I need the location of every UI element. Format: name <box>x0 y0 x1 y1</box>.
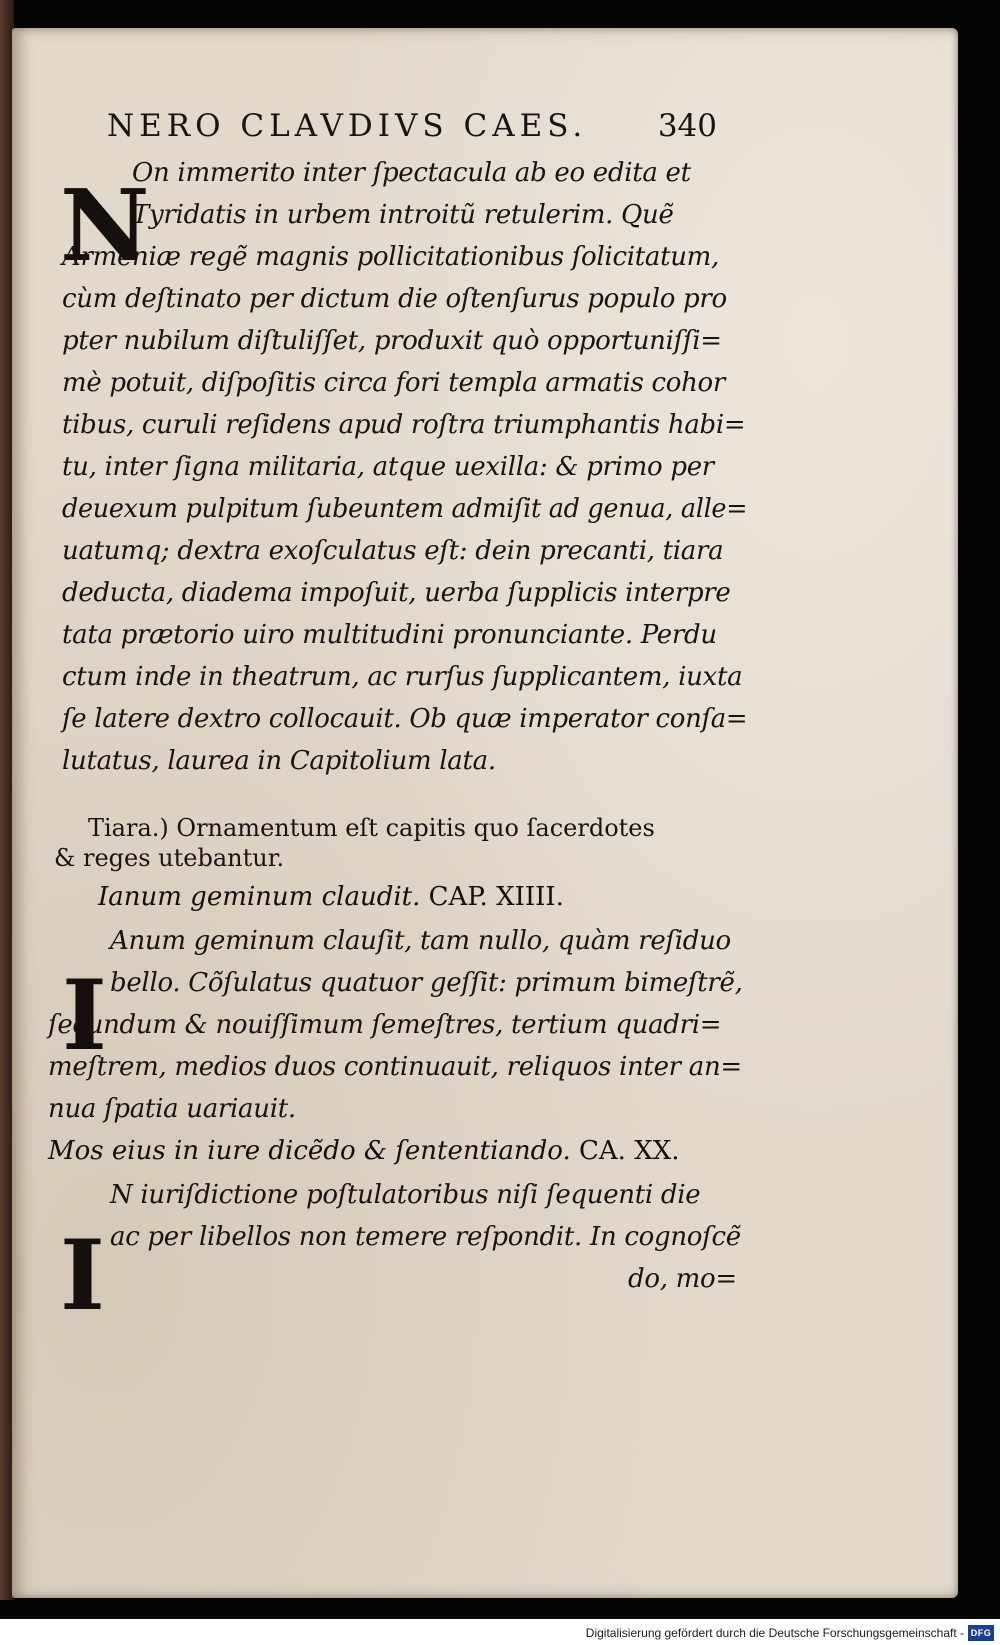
chapter-heading-text: Mos eius in iure dicẽdo & ſententiando. <box>48 1136 571 1166</box>
catchword-line: do, mo= <box>628 1264 737 1294</box>
page-number: 340 <box>657 108 717 144</box>
text-line: deducta, diadema impoſuit, uerba ſupplicis interpre <box>62 578 731 608</box>
gloss-note-line: & reges utebantur. <box>54 844 285 872</box>
text-line: On immerito inter ſpectacula ab eo edita et <box>132 158 691 188</box>
show-through-bleed <box>768 218 898 338</box>
digitization-footer <box>0 1619 1000 1645</box>
text-line: ctum inde in theatrum, ac rurſus ſupplicantem, iuxta <box>62 662 743 692</box>
running-title: NERO CLAVDIVS CAES. <box>107 108 588 144</box>
text-line: cùm deſtinato per dictum die oſtenſurus populo pro <box>62 284 727 314</box>
text-line: ſe latere dextro collocauit. Ob quæ imperator conſa= <box>62 704 748 734</box>
text-line: deuexum pulpitum ſubeuntem admiſit ad genua, alle= <box>62 494 748 524</box>
drop-capital-n: N <box>60 169 150 284</box>
chapter-heading-number: CAP. XIIII. <box>428 882 564 912</box>
text-line: ac per libellos non temere reſpondit. In cognoſcẽ <box>110 1222 741 1252</box>
text-line: tibus, curuli reſidens apud roſtra triumphantis habi= <box>62 410 746 440</box>
text-line: tu, inter ſigna militaria, atque uexilla: & primo per <box>62 452 714 482</box>
text-line: bello. Cõſulatus quatuor geſſit: primum bimeſtrẽ, <box>110 968 743 998</box>
book-page <box>12 28 958 1598</box>
text-line: meſtrem, medios duos continuauit, reliquos inter an= <box>48 1052 742 1082</box>
chapter-heading <box>98 882 564 912</box>
chapter-heading <box>48 1136 679 1166</box>
text-line: Anum geminum clauſit, tam nullo, quàm reſiduo <box>110 926 731 956</box>
text-line: ſecundum & nouiſſimum ſemeſtres, tertium quadri= <box>48 1010 722 1040</box>
text-line: N iuriſdictione poſtulatoribus niſi ſequenti die <box>110 1180 701 1210</box>
drop-capital-i: I <box>60 1219 105 1332</box>
funding-notice: Digitalisierung gefördert durch die Deutsche Forschungsgemeinschaft - <box>585 1626 964 1640</box>
text-line: lutatus, laurea in Capitolium lata. <box>62 746 496 776</box>
text-line: Tyridatis in urbem introitũ retulerim. Quẽ <box>132 200 674 230</box>
text-line: uatumq; dextra exoſculatus eſt: dein precanti, tiara <box>62 536 724 566</box>
text-line: nua ſpatia uariauit. <box>48 1094 296 1124</box>
chapter-heading-number: CA. XX. <box>579 1136 680 1166</box>
text-line: tata prætorio uiro multitudini pronunciante. Perdu <box>62 620 717 650</box>
text-line: mè potuit, diſpoſitis circa fori templa armatis cohor <box>62 368 726 398</box>
dfg-logo: DFG <box>968 1625 994 1641</box>
chapter-heading-text: Ianum geminum claudit. <box>98 882 421 912</box>
running-head <box>107 108 717 152</box>
drop-capital-i: I <box>62 959 107 1072</box>
text-line: pter nubilum diſtuliſſet, produxit quò opportuniſſi= <box>62 326 722 356</box>
gloss-note-line: Tiara.) Ornamentum eſt capitis quo ſacerdotes <box>88 814 655 842</box>
text-line: Armeniæ regẽ magnis pollicitationibus ſolicitatum, <box>62 242 719 272</box>
